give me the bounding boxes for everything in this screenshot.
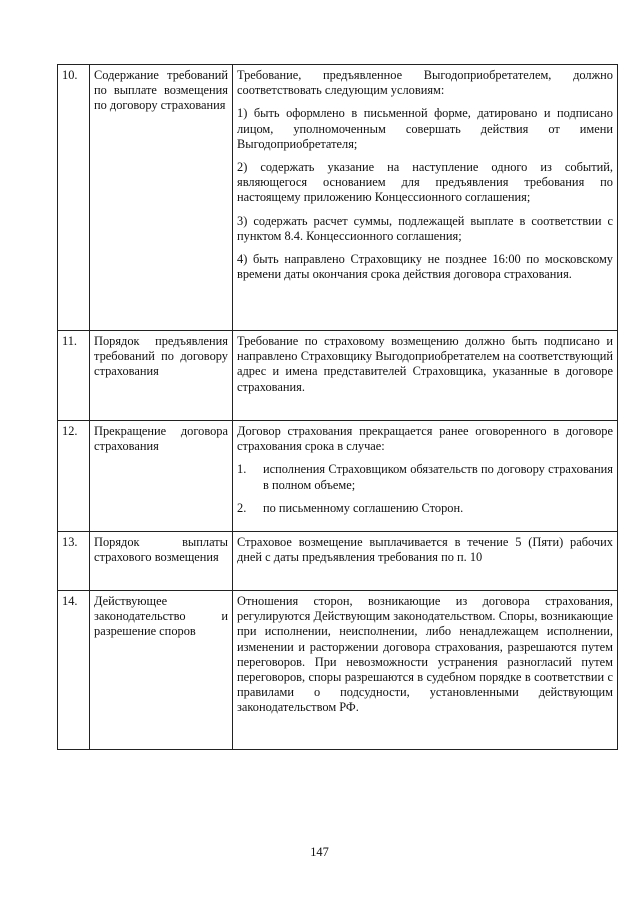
row-title: Содержание требований по выплате возмещения по договору страхования [90, 65, 233, 331]
paragraph: Страховое возмещение выплачивается в течение 5 (Пяти) рабочих дней с даты предъявления требования по п. 10 [237, 535, 613, 565]
table-row [58, 421, 618, 532]
row-number: 13. [58, 532, 90, 591]
row-number: 11. [58, 331, 90, 421]
row-title: Порядок предъявления требований по договору страхования [90, 331, 233, 421]
table-row [58, 591, 618, 750]
paragraph: Договор страхования прекращается ранее оговоренного в договоре страхования срока в случае: [237, 424, 613, 454]
termination-list [237, 462, 613, 516]
row-number: 10. [58, 65, 90, 331]
row-content [233, 65, 618, 331]
paragraph: Отношения сторон, возникающие из договора страхования, регулируются Действующим законодательством. Споры, возникающие при исполнении, неисполнении, либо ненадлежащем исполнении, изменении и расторжении договора страхования, разрешаются путем переговоров. При невозможности устранения разногласий путем переговоров, споры разрешаются в судебном порядке в соответствии с правилами о подсудности, установленными действующим законодательством РФ. [237, 594, 613, 715]
paragraph: Требование, предъявленное Выгодоприобретателем, должно соответствовать следующим условиям: [237, 68, 613, 98]
row-title: Порядок выплаты страхового возмещения [90, 532, 233, 591]
list-item-text: исполнения Страховщиком обязательств по договору страхования в полном объеме; [263, 462, 613, 492]
row-title: Прекращение договора страхования [90, 421, 233, 532]
row-content [233, 331, 618, 421]
table-row [58, 331, 618, 421]
list-item [237, 501, 613, 516]
row-content [233, 532, 618, 591]
row-title: Действующее законодательство и разрешение споров [90, 591, 233, 750]
paragraph: 2) содержать указание на наступление одного из событий, являющегося основанием для предъявления требования по настоящему приложению Концессионного соглашения; [237, 160, 613, 205]
row-content [233, 421, 618, 532]
paragraph: Требование по страховому возмещению должно быть подписано и направлено Страховщику Выгодоприобретателем на соответствующий адрес и имена представителей Страховщика, указанные в договоре страхования. [237, 334, 613, 394]
page-number: 147 [310, 845, 329, 859]
table-row [58, 532, 618, 591]
row-content [233, 591, 618, 750]
list-item-number: 1. [237, 462, 247, 477]
row-number: 14. [58, 591, 90, 750]
paragraph: 4) быть направлено Страховщику не позднее 16:00 по московскому времени даты окончания срока действия договора страхования. [237, 252, 613, 282]
list-item-text: по письменному соглашению Сторон. [263, 500, 464, 515]
paragraph: 3) содержать расчет суммы, подлежащей выплате в соответствии с пунктом 8.4. Концессионного соглашения; [237, 213, 613, 243]
table-row [58, 65, 618, 331]
list-item-number: 2. [237, 500, 247, 515]
insurance-terms-table [57, 64, 618, 750]
paragraph: 1) быть оформлено в письменной форме, датировано и подписано лицом, уполномоченным совершать действия от имени Выгодоприобретателя; [237, 106, 613, 151]
row-number: 12. [58, 421, 90, 532]
list-item [237, 462, 613, 492]
